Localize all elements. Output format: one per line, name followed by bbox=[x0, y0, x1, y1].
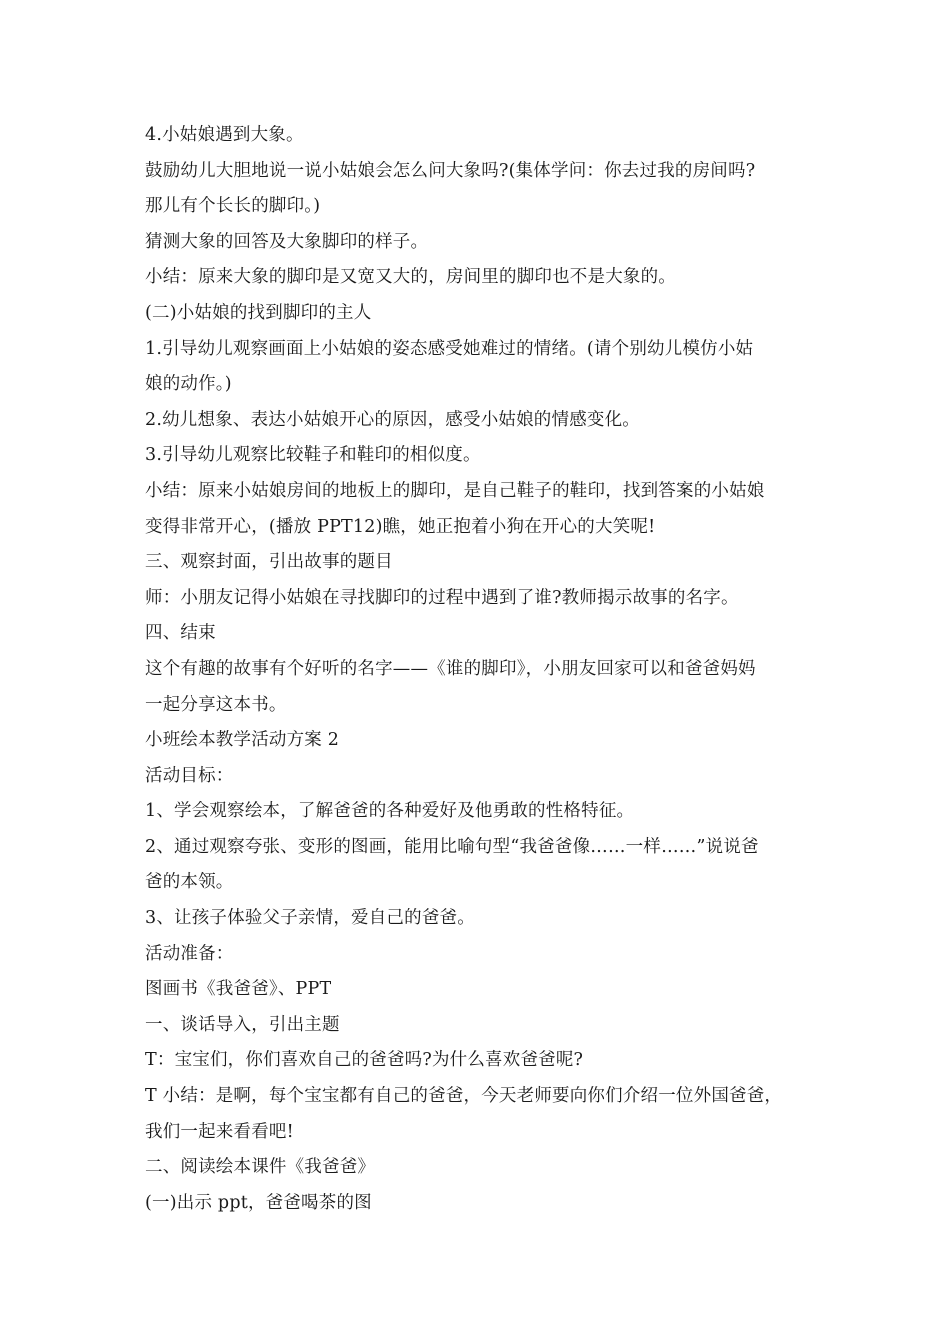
text-line: (一)出示 ppt，爸爸喝茶的图 bbox=[145, 1192, 372, 1213]
text-line: 3.引导幼儿观察比较鞋子和鞋印的相似度。 bbox=[145, 445, 481, 466]
text-line: 猜测大象的回答及大象脚印的样子。 bbox=[145, 231, 429, 252]
section-heading: 三、观察封面，引出故事的题目 bbox=[145, 552, 393, 573]
text-line: 鼓励幼儿大胆地说一说小姑娘会怎么问大象吗?(集体学问：你去过我的房间吗? bbox=[145, 160, 756, 181]
section-heading: 四、结束 bbox=[145, 623, 216, 644]
text-line: 4.小姑娘遇到大象。 bbox=[145, 125, 304, 145]
plan-title: 小班绘本教学活动方案 2 bbox=[145, 730, 340, 751]
section-heading: 二、阅读绘本课件《我爸爸》 bbox=[145, 1157, 376, 1178]
text-line: 娘的动作。) bbox=[145, 374, 232, 395]
text-line: 这个有趣的故事有个好听的名字——《谁的脚印》，小朋友回家可以和爸爸妈妈 bbox=[145, 658, 756, 679]
text-line: T 小结：是啊，每个宝宝都有自己的爸爸，今天老师要向你们介绍一位外国爸爸， bbox=[145, 1086, 783, 1107]
section-heading: 一、谈话导入，引出主题 bbox=[145, 1014, 340, 1035]
document-body bbox=[145, 118, 810, 1221]
text-line: 我们一起来看看吧! bbox=[145, 1121, 294, 1142]
text-line: T：宝宝们，你们喜欢自己的爸爸吗?为什么喜欢爸爸呢? bbox=[145, 1050, 584, 1071]
text-line: 1.引导幼儿观察画面上小姑娘的姿态感受她难过的情绪。(请个别幼儿模仿小姑 bbox=[145, 338, 754, 359]
text-line: 2、通过观察夸张、变形的图画，能用比喻句型“我爸爸像……一样……”说说爸 bbox=[145, 836, 759, 857]
text-line: 图画书《我爸爸》、PPT bbox=[145, 979, 332, 1000]
section-heading: (二)小姑娘的找到脚印的主人 bbox=[145, 302, 372, 323]
text-line: 2.幼儿想象、表达小姑娘开心的原因，感受小姑娘的情感变化。 bbox=[145, 409, 640, 430]
text-line: 那儿有个长长的脚印。) bbox=[145, 196, 321, 217]
section-heading: 活动准备： bbox=[145, 943, 234, 964]
text-line: 变得非常开心，(播放 PPT12)瞧，她正抱着小狗在开心的大笑呢! bbox=[145, 516, 656, 537]
text-line: 3、让孩子体验父子亲情，爱自己的爸爸。 bbox=[145, 908, 475, 929]
text-line: 小结：原来大象的脚印是又宽又大的，房间里的脚印也不是大象的。 bbox=[145, 267, 676, 288]
text-line: 爸的本领。 bbox=[145, 872, 234, 893]
text-line: 师：小朋友记得小姑娘在寻找脚印的过程中遇到了谁?教师揭示故事的名字。 bbox=[145, 587, 739, 608]
text-line: 小结：原来小姑娘房间的地板上的脚印，是自己鞋子的鞋印，找到答案的小姑娘 bbox=[145, 480, 765, 501]
section-heading: 活动目标： bbox=[145, 765, 234, 786]
text-line: 一起分享这本书。 bbox=[145, 694, 287, 715]
text-line: 1、学会观察绘本，了解爸爸的各种爱好及他勇敢的性格特征。 bbox=[145, 801, 635, 822]
